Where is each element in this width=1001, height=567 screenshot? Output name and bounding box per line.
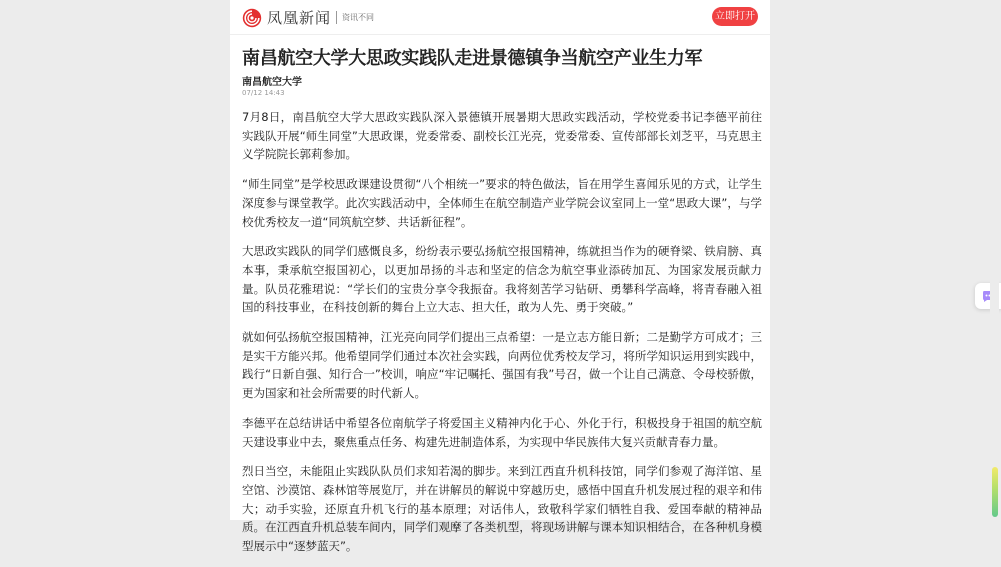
logo-slogan: 资讯不同 bbox=[342, 13, 375, 22]
article-paragraph: 大思政实践队的同学们感慨良多，纷纷表示要弘扬航空报国精神，练就担当作为的硬脊梁、铁肩膀、真本事，秉承航空报国初心，以更加昂扬的斗志和坚定的信念为航空事业添砖加瓦、为国家发展贡献力量。队员花雅珺说：“学长们的宝贵分享令我振奋。我将刻苦学习钻研、勇攀科学高峰，将青春融入祖国的科技事业，在科技创新的舞台上立大志、担大任，敢为人先、勇于突破。” bbox=[242, 244, 762, 315]
scrollbar-thumb[interactable] bbox=[992, 467, 998, 517]
phoenix-logo-icon bbox=[242, 8, 262, 28]
article-title: 南昌航空大学大思政实践队走进景德镇争当航空产业生力军 bbox=[242, 48, 703, 69]
scrollbar-track[interactable] bbox=[990, 0, 999, 520]
article-paragraph: 就如何弘扬航空报国精神，江光亮向同学们提出三点希望：一是立志方能日新；二是勤学方可成才；三是实干方能兴邦。他希望同学们通过本次社会实践，向两位优秀校友学习，将所学知识运用到实践中，践行“日新自强、知行合一”校训，响应“牢记嘱托、强国有我”号召，做一个让自己满意、令母校骄傲，更为国家和社会所需要的时代新人。 bbox=[242, 330, 762, 401]
article-author[interactable]: 南昌航空大学 bbox=[242, 77, 302, 88]
article-paragraph: 李德平在总结讲话中希望各位南航学子将爱国主义精神内化于心、外化于行，积极投身于祖国的航空航天建设事业中去，聚焦重点任务、构建先进制造体系，为实现中华民族伟大复兴贡献青春力量。 bbox=[242, 415, 762, 449]
article-paragraph: 烈日当空，未能阻止实践队队员们求知若渴的脚步。来到江西直升机科技馆，同学们参观了海洋馆、星空馆、沙漠馆、森林馆等展览厅，并在讲解员的解说中穿越历史，感悟中国直升机发展过程的艰辛和伟大；动手实验，还原直升机飞行的基本原理；对话伟人，致敬科学家们牺牲自我、爱国奉献的精神品质。在江西直升机总装车间内，同学们观摩了各类机型，将现场讲解与课本知识相结合，在各种机身模型展示中“逐梦蓝天”。 bbox=[242, 464, 762, 554]
logo-divider bbox=[336, 11, 337, 24]
ifeng-logo[interactable] bbox=[242, 7, 374, 28]
article-paragraph: 7月8日，南昌航空大学大思政实践队深入景德镇开展暑期大思政实践活动，学校党委书记李德平前往实践队开展“师生同堂”大思政课，党委常委、副校长江光亮，党委常委、宣传部部长刘芝平，马克思主义学院院长郭莉参加。 bbox=[242, 110, 762, 162]
logo-text: 凤凰新闻 bbox=[267, 9, 332, 27]
article-paragraph: “师生同堂”是学校思政课建设贯彻“八个相统一”要求的特色做法，旨在用学生喜闻乐见的方式，让学生深度参与课堂教学。此次实践活动中，全体师生在航空制造产业学院会议室同上一堂“思政大课”，与学校优秀校友一道“同筑航空梦、共话新征程”。 bbox=[242, 177, 762, 229]
top-bar bbox=[230, 0, 770, 35]
open-app-button[interactable]: 立即打开 bbox=[712, 7, 758, 26]
publish-time: 07/12 14:43 bbox=[242, 89, 285, 97]
article-page bbox=[230, 0, 770, 554]
article-body bbox=[242, 108, 762, 567]
